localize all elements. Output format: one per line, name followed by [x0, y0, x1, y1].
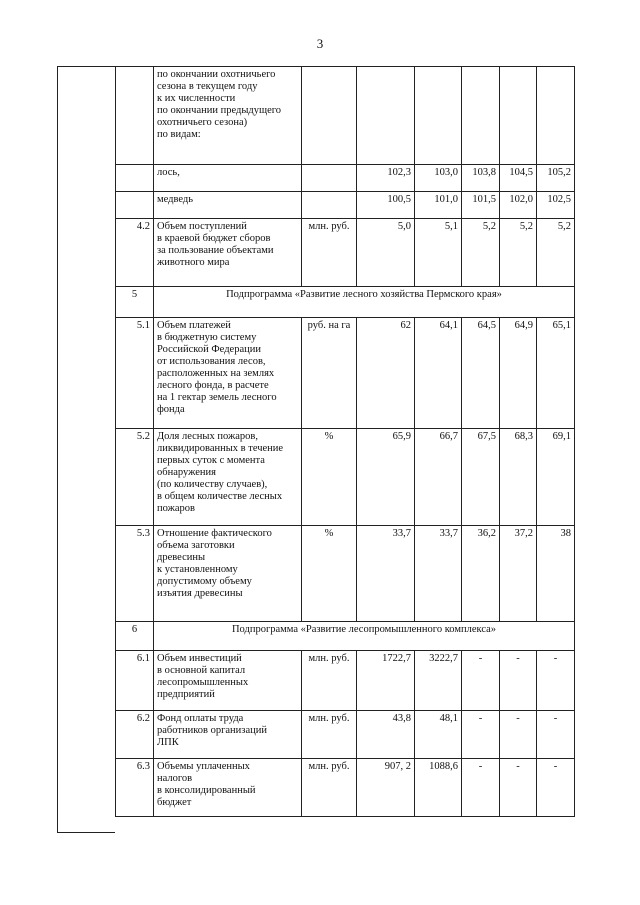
table-row — [116, 318, 575, 429]
value-cell: - — [462, 711, 500, 759]
value-cell: 33,7 — [415, 526, 462, 622]
value-cell: 33,7 — [357, 526, 415, 622]
value-cell: - — [462, 651, 500, 711]
frame-bottom-line — [57, 832, 115, 833]
value-cell: 36,2 — [462, 526, 500, 622]
page-number: 3 — [316, 36, 324, 51]
indicator-name-cell: Фонд оплаты труда работников организаций ЛПК — [154, 711, 302, 759]
table-row — [116, 429, 575, 526]
indicator-name-cell: Объем инвестиций в основной капитал лесопромышленных предприятий — [154, 651, 302, 711]
table-row — [116, 67, 575, 165]
value-cell: 102,0 — [500, 192, 537, 219]
value-cell — [500, 67, 537, 165]
value-cell: - — [500, 711, 537, 759]
table-row — [116, 219, 575, 287]
value-cell: 62 — [357, 318, 415, 429]
table-row — [116, 165, 575, 192]
indicators-table — [115, 66, 575, 817]
value-cell: 65,9 — [357, 429, 415, 526]
value-cell: 5,2 — [537, 219, 575, 287]
subprogram-title-cell: Подпрограмма «Развитие лесопромышленного комплекса» — [154, 622, 575, 651]
table-row — [116, 192, 575, 219]
value-cell: 101,5 — [462, 192, 500, 219]
indicator-name-cell: Объемы уплаченных налогов в консолидированный бюджет — [154, 759, 302, 817]
value-cell: 102,3 — [357, 165, 415, 192]
row-number-cell — [116, 67, 154, 165]
value-cell: - — [537, 651, 575, 711]
value-cell: 48,1 — [415, 711, 462, 759]
value-cell: 5,1 — [415, 219, 462, 287]
frame-top-line — [57, 66, 115, 67]
value-cell: 105,2 — [537, 165, 575, 192]
indicator-name-cell: Объем поступлений в краевой бюджет сборов за пользование объектами животного мира — [154, 219, 302, 287]
value-cell: 64,1 — [415, 318, 462, 429]
value-cell — [357, 67, 415, 165]
table-row — [116, 651, 575, 711]
value-cell: 907, 2 — [357, 759, 415, 817]
value-cell: 66,7 — [415, 429, 462, 526]
unit-cell — [302, 165, 357, 192]
unit-cell — [302, 67, 357, 165]
indicator-name-cell: Доля лесных пожаров, ликвидированных в течение первых суток с момента обнаружения (по количеству случаев), в общем количестве лесных пожаров — [154, 429, 302, 526]
value-cell: - — [537, 759, 575, 817]
value-cell: 69,1 — [537, 429, 575, 526]
value-cell: 67,5 — [462, 429, 500, 526]
row-number-cell: 6 — [116, 622, 154, 651]
unit-cell: руб. на га — [302, 318, 357, 429]
value-cell: 3222,7 — [415, 651, 462, 711]
row-number-cell — [116, 165, 154, 192]
table-row — [116, 526, 575, 622]
indicator-name-cell: Объем платежей в бюджетную систему Российской Федерации от использования лесов, расположенных на землях лесного фонда, в расчете на 1 гектар земель лесного фонда — [154, 318, 302, 429]
indicator-name-cell: Отношение фактического объема заготовки древесины к установленному допустимому объему изъятия древесины — [154, 526, 302, 622]
value-cell: 103,0 — [415, 165, 462, 192]
frame-left-line — [57, 66, 58, 832]
value-cell: 100,5 — [357, 192, 415, 219]
unit-cell: млн. руб. — [302, 711, 357, 759]
unit-cell: млн. руб. — [302, 651, 357, 711]
indicator-name-cell: медведь — [154, 192, 302, 219]
table-row — [116, 711, 575, 759]
indicator-name-cell: лось, — [154, 165, 302, 192]
value-cell: - — [500, 759, 537, 817]
unit-cell: млн. руб. — [302, 219, 357, 287]
value-cell: 5,2 — [462, 219, 500, 287]
value-cell: 101,0 — [415, 192, 462, 219]
value-cell: - — [500, 651, 537, 711]
value-cell — [462, 67, 500, 165]
unit-cell — [302, 192, 357, 219]
row-number-cell: 5.3 — [116, 526, 154, 622]
value-cell: 102,5 — [537, 192, 575, 219]
value-cell — [415, 67, 462, 165]
value-cell: 64,5 — [462, 318, 500, 429]
value-cell: 37,2 — [500, 526, 537, 622]
value-cell: 5,0 — [357, 219, 415, 287]
value-cell: 5,2 — [500, 219, 537, 287]
row-number-cell: 4.2 — [116, 219, 154, 287]
section-row — [116, 622, 575, 651]
value-cell: 43,8 — [357, 711, 415, 759]
row-number-cell: 5.2 — [116, 429, 154, 526]
subprogram-title-cell: Подпрограмма «Развитие лесного хозяйства Пермского края» — [154, 287, 575, 318]
section-row — [116, 287, 575, 318]
row-number-cell: 6.1 — [116, 651, 154, 711]
value-cell: - — [462, 759, 500, 817]
value-cell: 103,8 — [462, 165, 500, 192]
value-cell: 65,1 — [537, 318, 575, 429]
value-cell: 104,5 — [500, 165, 537, 192]
value-cell: 64,9 — [500, 318, 537, 429]
indicator-name-cell: по окончании охотничьего сезона в текущем году к их численности по окончании предыдущего охотничьего сезона) по видам: — [154, 67, 302, 165]
value-cell: - — [537, 711, 575, 759]
unit-cell: млн. руб. — [302, 759, 357, 817]
row-number-cell — [116, 192, 154, 219]
row-number-cell: 6.2 — [116, 711, 154, 759]
value-cell: 68,3 — [500, 429, 537, 526]
value-cell: 38 — [537, 526, 575, 622]
unit-cell: % — [302, 526, 357, 622]
value-cell: 1722,7 — [357, 651, 415, 711]
row-number-cell: 5.1 — [116, 318, 154, 429]
value-cell: 1088,6 — [415, 759, 462, 817]
row-number-cell: 6.3 — [116, 759, 154, 817]
table-row — [116, 759, 575, 817]
unit-cell: % — [302, 429, 357, 526]
row-number-cell: 5 — [116, 287, 154, 318]
value-cell — [537, 67, 575, 165]
